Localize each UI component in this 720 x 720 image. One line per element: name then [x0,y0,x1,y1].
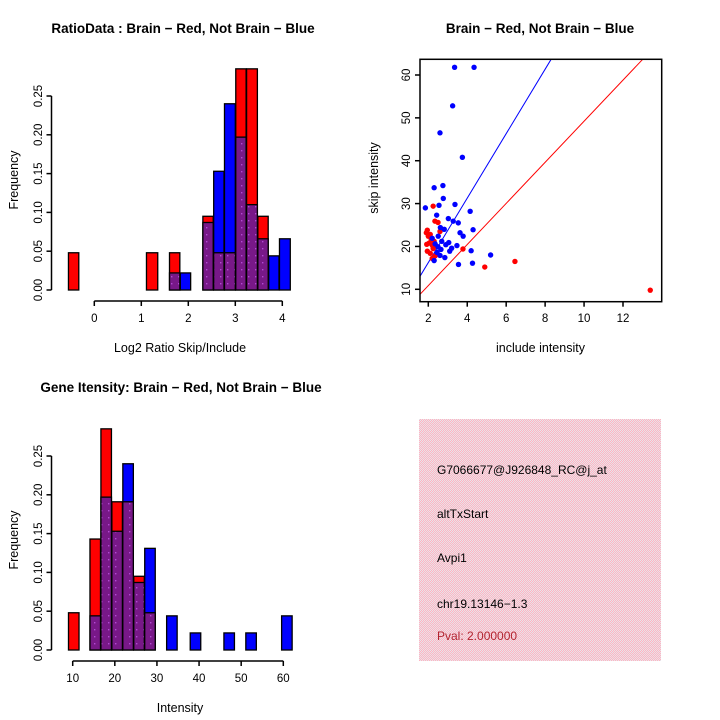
scatter-point-blue [451,218,456,223]
scatter-point-red [428,251,433,256]
ratio-histogram-ylabel: Frequency [7,150,21,210]
scatter-point-blue [436,203,441,208]
y-tick-label: 0.05 [33,600,45,623]
event-type-text: altTxStart [437,507,489,521]
y-tick-label: 0.25 [33,84,45,108]
y-tick-label: 10 [401,282,413,296]
scatter-point-red [430,203,435,208]
y-tick-label: 0.10 [33,201,45,224]
scatter-point-blue [431,258,436,263]
scatter-point-blue [470,227,475,232]
y-tick-label: 0.00 [33,638,45,662]
locus-text: chr19.13146−1.3 [437,597,528,611]
x-tick-label: 8 [541,313,549,325]
y-tick-label: 0.00 [33,278,45,302]
hist-bar-blue [269,256,279,290]
hist-bar-overlap [90,616,101,650]
scatter-point-blue [460,155,465,160]
y-tick-label: 40 [401,154,413,168]
scatter-point-blue [446,216,451,221]
scatter-point-blue [452,202,457,207]
y-tick-label: 60 [401,68,413,82]
x-tick-label: 1 [138,313,145,325]
hist-bar-overlap [112,531,123,650]
scatter-point-blue [468,248,473,253]
x-tick-label: 3 [232,313,239,325]
scatter-point-blue [488,252,493,257]
intensity-scatter-plot-layer [401,59,662,325]
scatter-point-blue [431,185,436,190]
hist-bar-overlap [236,137,246,290]
x-tick-label: 6 [502,313,510,325]
ratio-histogram-xlabel: Log2 Ratio Skip/Include [113,341,247,355]
hist-bar-overlap [214,253,224,290]
scatter-point-blue [454,243,459,248]
intensity-scatter-ylabel: skip intensity [367,142,381,214]
hist-bar-blue [190,633,201,650]
hist-bar-red [146,253,157,290]
x-tick-label: 60 [276,673,290,685]
hist-bar-blue [282,616,293,650]
pval-text: Pval: 2.000000 [437,629,518,643]
scatter-point-blue [460,233,465,238]
scatter-point-blue [467,209,472,214]
hist-bar-red [68,613,79,650]
gene-intensity-xlabel: Intensity [156,701,204,715]
scatter-point-blue [443,242,448,247]
hist-bar-blue [180,273,190,290]
scatter-point-red [512,259,517,264]
panel-intensity-scatter [360,0,720,360]
scatter-point-blue [436,233,441,238]
scatter-point-blue [456,220,461,225]
scatter-point-red [648,287,653,292]
x-tick-label: 30 [150,673,164,685]
scatter-point-blue [442,255,447,260]
probe-id-text: G7066677@J926848_RC@j_at [437,463,607,477]
y-tick-label: 20 [401,240,413,253]
x-tick-label: 10 [577,313,591,325]
hist-bar-overlap [145,613,156,650]
scatter-point-blue [450,103,455,108]
y-tick-label: 0.20 [33,123,45,146]
hist-bar-blue [224,633,235,650]
scatter-point-blue [452,65,457,70]
x-tick-label: 20 [108,673,122,685]
gene-intensity-title: Gene Itensity: Brain − Red, Not Brain − Blue [40,380,322,395]
fit-line-blue [420,60,551,277]
scatter-point-red [432,218,437,223]
fit-line-red [420,60,643,295]
x-tick-label: 4 [464,313,471,325]
scatter-point-blue [429,236,434,241]
scatter-point-blue [437,253,442,258]
hist-bar-overlap [247,205,258,290]
scatter-point-red [424,242,429,247]
scatter-point-blue [449,245,454,250]
hist-bar-overlap [258,239,268,290]
ratio-histogram-title: RatioData : Brain − Red, Not Brain − Blue [51,21,315,36]
x-tick-label: 0 [91,313,98,325]
hist-bar-overlap [101,497,112,650]
hist-bar-overlap [134,582,145,650]
x-tick-label: 50 [234,673,248,685]
hist-bar-blue [246,633,257,650]
scatter-point-blue [442,227,447,232]
scatter-point-blue [437,130,442,135]
scatter-point-blue [456,262,461,267]
scatter-point-blue [470,260,475,265]
gene-intensity-ylabel: Frequency [7,510,21,570]
y-tick-label: 50 [401,111,413,125]
y-tick-label: 0.15 [33,162,45,185]
hist-bar-red [68,253,78,290]
panel-gene-intensity-histogram [0,360,360,720]
hist-bar-overlap [203,222,213,290]
intensity-scatter-xlabel: include intensity [496,341,585,355]
y-tick-label: 30 [401,197,413,210]
scatter-point-red [460,246,465,251]
hist-bar-overlap [224,253,235,290]
scatter-point-blue [441,196,446,201]
scatter-point-blue [423,205,428,210]
scatter-point-blue [434,212,439,217]
ratio-histogram-plot-layer [33,69,290,325]
panel-ratio-histogram [0,0,360,360]
intensity-scatter-title: Brain − Red, Not Brain − Blue [445,21,635,36]
y-tick-label: 0.10 [33,561,45,584]
x-tick-label: 4 [279,313,286,325]
panel-info [419,419,661,661]
y-tick-label: 0.25 [33,444,45,468]
scatter-point-red [482,264,487,269]
scatter-point-blue [440,183,445,188]
scatter-point-blue [471,65,476,70]
x-tick-label: 40 [192,673,206,685]
hist-bar-overlap [123,502,134,650]
hist-bar-blue [167,616,178,650]
y-tick-label: 0.20 [33,483,45,506]
scatter-point-red [430,246,435,251]
x-tick-label: 2 [425,313,432,325]
gene-intensity-plot-layer [33,429,292,685]
y-tick-label: 0.15 [33,522,45,545]
y-tick-label: 0.05 [33,240,45,263]
x-tick-label: 12 [616,313,630,325]
x-tick-label: 2 [185,313,192,325]
hist-bar-overlap [170,273,180,290]
gene-name-text: Avpi1 [437,551,467,565]
x-tick-label: 10 [66,673,80,685]
hist-bar-blue [279,239,290,290]
